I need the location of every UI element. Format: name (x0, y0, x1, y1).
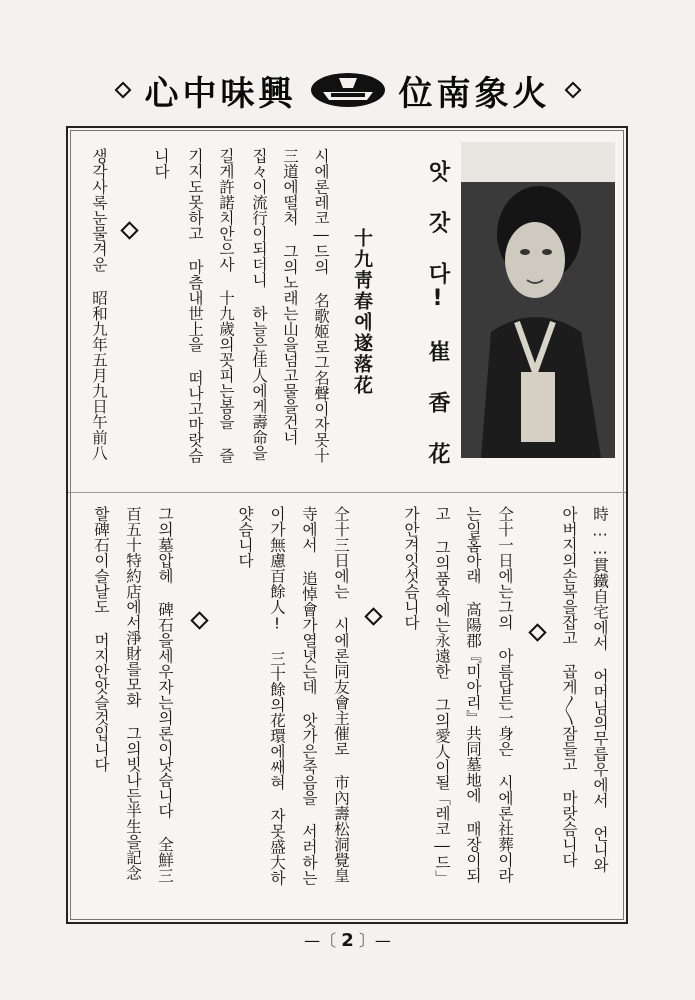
photo-caption: 앗 갓 다! 崔 香 花 (425, 160, 450, 466)
masthead (0, 60, 695, 120)
lower-column-6: 가안겨잇섯슴니다 (402, 506, 420, 630)
page-number (0, 928, 695, 951)
upper-column-3: 집々이流行이되더니 하늘은佳人에게壽命을 (250, 148, 268, 461)
headline: 十九靑春에遂落花 (351, 228, 373, 396)
masthead-left-text: 心中味興 (144, 73, 297, 114)
record-emblem-icon (309, 70, 387, 110)
upper-column-5: 기지도못하고 마츰내世上을 떠나고마랏슴 (186, 148, 204, 463)
lower-column-11: 그의墓압헤 碑石을세우자는의론이낫슴니다 全鮮三 (156, 506, 174, 883)
lower-column-3: 仝十一日에는그의 아름답든一身은 시에론社葬이라 (496, 506, 514, 883)
masthead-right-text: 位南象火 (398, 73, 551, 114)
lower-column-2: 아버지의손목을잡고 곱게〳〵잠들고 마랏슴니다 (560, 506, 578, 868)
page-number-right-mark: 〕— (358, 931, 391, 950)
lower-column-12: 百五十特約店에서淨財를모화 그의빗나든半生을記念 (124, 506, 142, 881)
lower-column-5: 고 그의품속에는永遠한 그의愛人이될「레코―드」 (433, 506, 451, 886)
upper-column-4: 길게許諾치안으사 十九歲의꼿피는봄을 즐 (217, 148, 235, 463)
portrait-photo (461, 142, 615, 458)
lower-column-13: 할碑石이슬날도 머지안앗슬것입니다 (92, 506, 110, 772)
upper-column-1: 시에론레코―드의 名歌姬로그名聲이자못十 (312, 148, 330, 463)
page-number-left-mark: —〔 (304, 931, 337, 950)
lower-column-8: 寺에서 追悼會가열녓는데 앗가은죽음을 서러하는 (300, 506, 318, 886)
lower-column-1: 時……貫鐵自宅에서 어머님의무릅우에서 언니와 (591, 506, 609, 873)
lower-column-7: 仝十三日에는 시에론同友會主催로 市內壽松洞覺皇 (332, 506, 350, 883)
diamond-ornament-icon (564, 82, 581, 99)
upper-column-7: 생각사록눈물겨운 昭和九年五月九日午前八 (90, 148, 108, 461)
diamond-ornament-icon (114, 82, 131, 99)
lower-column-9: 이가無慮百餘人! 三十餘의花環에쌔혀 자못盛大하 (268, 506, 286, 886)
section-divider (68, 492, 626, 493)
lower-column-4: 는일홈아래 高陽郡『미아리』共同墓地에 매장이되 (464, 506, 482, 883)
lower-column-10: 얏슴니다 (236, 506, 254, 568)
upper-column-2: 三道에떨처 그의노래는山을넘고물을건너 (281, 148, 299, 445)
page-number-value: 2 (341, 930, 354, 951)
upper-column-6: 니다 (152, 148, 170, 179)
